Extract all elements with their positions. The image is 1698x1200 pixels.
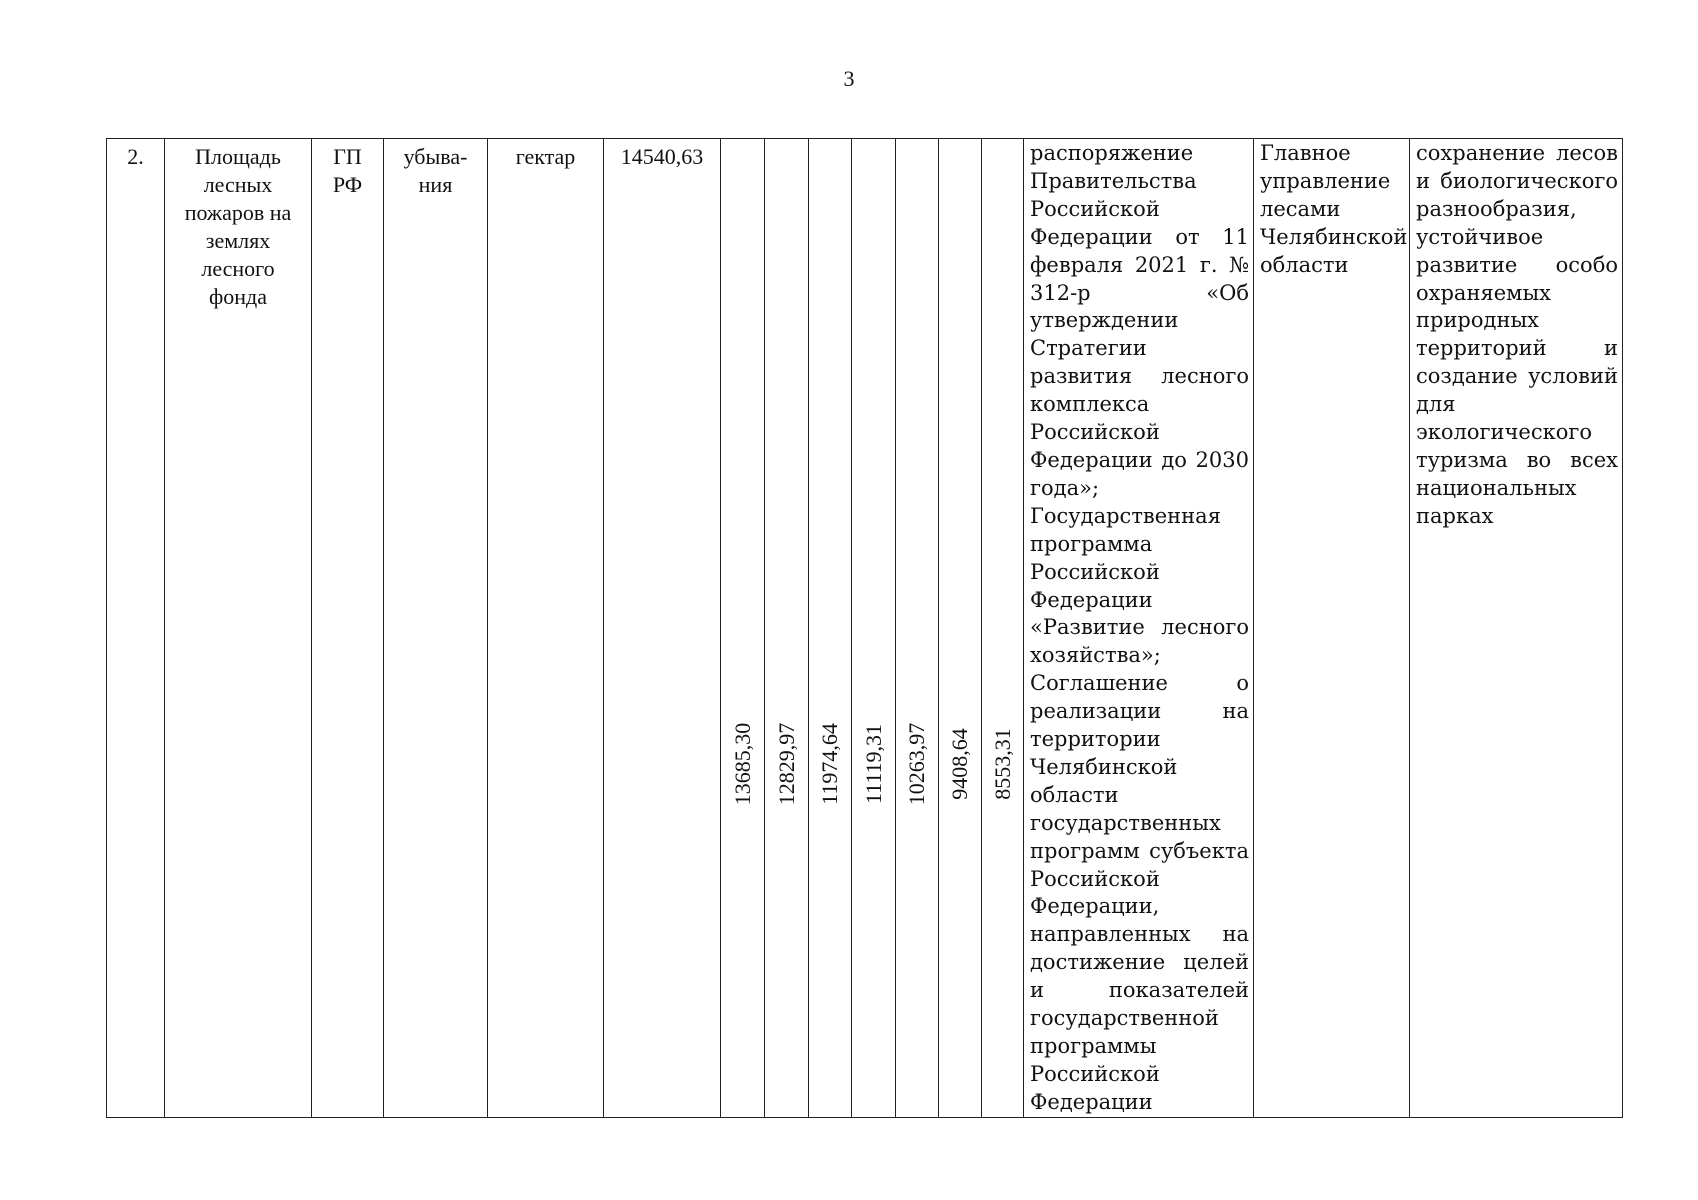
- year-value-cell: [721, 139, 765, 1118]
- documents-cell: распоряжение Правительства Российской Федерации от 11 февраля 2021 г. № 312-р «Об утверждении Стратегии развития лесного комплекса Российской Федерации до 2030 года»; Государственная программа Российской Федерации «Развитие лесного хозяйства»; Соглашение о реализации на территории Челябинской области государственных программ субъекта Российской Федерации, направленных на достижение целей и показателей государственной программы Российской Федерации: [1024, 139, 1254, 1118]
- year-value: 11119,31: [860, 723, 886, 805]
- year-value-cell: [852, 139, 896, 1118]
- unit-cell: гектар: [488, 139, 604, 1118]
- goal-cell: сохранение лесов и биологического разнообразия, устойчивое развитие особо охраняемых природных территорий и создание условий для экологического туризма во всех национальных парках: [1410, 139, 1623, 1118]
- year-value: 8553,31: [989, 728, 1015, 800]
- responsible-cell: Главное управление лесами Челябинской области: [1254, 139, 1410, 1118]
- year-value-cell: [896, 139, 939, 1118]
- indicators-table: [106, 138, 1623, 1118]
- year-value: 10263,97: [904, 722, 929, 806]
- year-value-cell: [939, 139, 982, 1118]
- year-value: 13685,30: [729, 722, 755, 806]
- year-value-cell: [765, 139, 809, 1118]
- year-value: 12829,97: [773, 722, 799, 806]
- row-number: 2.: [107, 139, 165, 1118]
- table-row: [107, 139, 1623, 1118]
- trend-cell: убыва- ния: [384, 139, 488, 1118]
- year-value: 11974,64: [817, 723, 842, 805]
- source-cell: ГП РФ: [312, 139, 384, 1118]
- indicator-name: Площадь лесных пожаров на землях лесного фонда: [165, 139, 312, 1118]
- base-value-cell: 14540,63: [604, 139, 721, 1118]
- year-value: 9408,64: [947, 728, 972, 800]
- year-value-cell: [809, 139, 852, 1118]
- page-number: 3: [843, 66, 855, 91]
- year-value-cell: [982, 139, 1024, 1118]
